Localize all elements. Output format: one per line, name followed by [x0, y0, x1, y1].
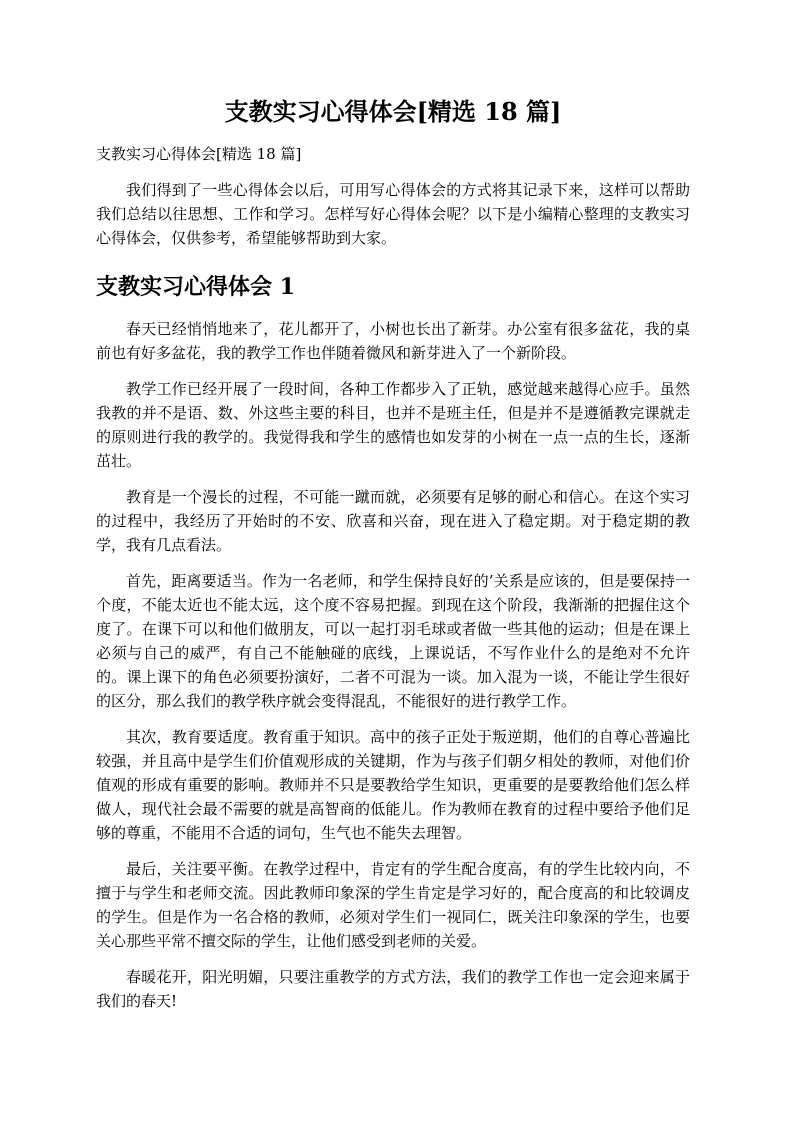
document-title: 支教实习心得体会[精选 18 篇] [224, 97, 562, 126]
document-page [96, 0, 690, 1013]
document-subtitle: 支教实习心得体会[精选 18 篇] [96, 145, 302, 163]
body-paragraph: 首先，距离要适当。作为一名老师，和学生保持良好的’关系是应该的，但是要保持一个度，不能太近也不能太远，这个度不容易把握。到现在这个阶段，我渐渐的把握住这个度了。在课下可以和他们做朋友，可以一起打羽毛球或者做一些其他的运动；但是在课上必须与自己的威严，有自己不能触碰的底线，上课说话，不写作业什么的是绝对不允许的。课上课下的角色必须要扮演好，二者不可混为一谈。加入混为一谈，不能让学生很好的区分，那么我们的教学秩序就会变得混乱，不能很好的进行教学工作。 [96, 572, 690, 710]
intro-paragraph: 我们得到了一些心得体会以后，可用写心得体会的方式将其记录下来，这样可以帮助我们总结以往思想、工作和学习。怎样写好心得体会呢？以下是小编精心整理的支教实习心得体会，仅供参考，希望能够帮助到大家。 [96, 181, 690, 247]
body-paragraph: 春暖花开，阳光明媚，只要注重教学的方式方法，我们的教学工作也一定会迎来属于我们的春天! [96, 968, 690, 1010]
section-1 [96, 271, 690, 1013]
body-paragraph: 其次，教育要适度。教育重于知识。高中的孩子正处于叛逆期，他们的自尊心普遍比较强，并且高中是学生们价值观形成的关键期，作为与孩子们朝夕相处的教师，对他们价值观的形成有重要的影响。教师并不只是要教给学生知识，更重要的是要教给他们怎么样做人，现代社会最不需要的就是高智商的低能儿。作为教师在教育的过程中要给予他们足够的尊重，不能用不合适的词句，生气也不能失去理智。 [96, 728, 690, 842]
body-paragraph: 最后，关注要平衡。在教学过程中，肯定有的学生配合度高，有的学生比较内向，不擅于与学生和老师交流。因此教师印象深的学生肯定是学习好的，配合度高的和比较调皮的学生。但是作为一名合格的教师，必须对学生们一视同仁，既关注印象深的学生，也要关心那些平常不擅交际的学生，让他们感受到老师的关爱。 [96, 860, 690, 950]
section-heading: 支教实习心得体会 1 [96, 274, 295, 300]
section-body [96, 317, 690, 1013]
body-paragraph: 教学工作已经开展了一段时间，各种工作都步入了正轨，感觉越来越得心应手。虽然我教的并不是语、数、外这些主要的科目，也并不是班主任，但是并不是遵循教完课就走的原则进行我的教学的。我觉得我和学生的感情也如发芽的小树在一点一点的生长，逐渐茁壮。 [96, 380, 690, 470]
body-paragraph: 春天已经悄悄地来了，花儿都开了，小树也长出了新芽。办公室有很多盆花，我的桌前也有好多盆花，我的教学工作也伴随着微风和新芽进入了一个新阶段。 [96, 320, 690, 362]
body-paragraph: 教育是一个漫长的过程，不可能一蹴而就，必须要有足够的耐心和信心。在这个实习的过程中，我经历了开始时的不安、欣喜和兴奋，现在进入了稳定期。对于稳定期的教学，我有几点看法。 [96, 488, 690, 554]
